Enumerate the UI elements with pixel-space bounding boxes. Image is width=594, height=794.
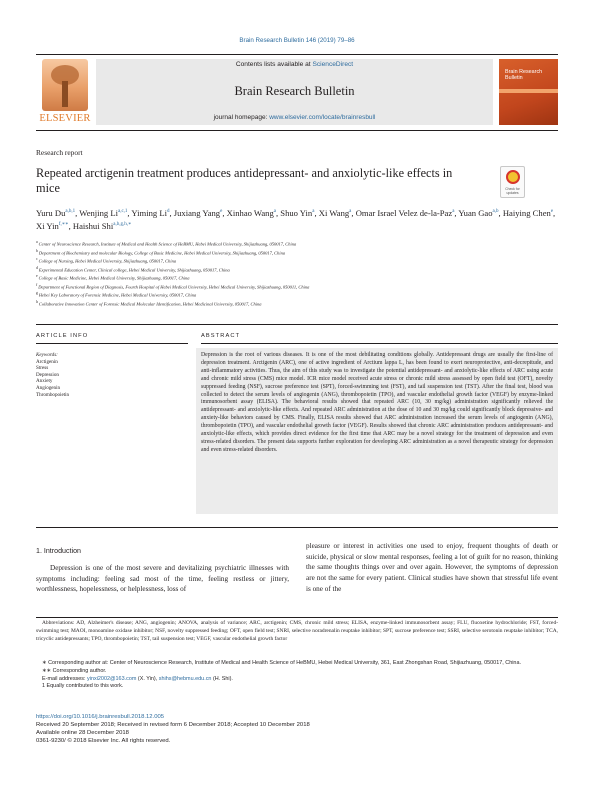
keyword: Depression [36, 371, 59, 378]
equal-contribution-note: 1 Equally contributed to this work. [42, 683, 124, 690]
journal-masthead [36, 54, 558, 130]
author-name[interactable]: Xi Wang [318, 207, 350, 218]
affiliation-key: a [36, 240, 39, 244]
author-name[interactable]: Juxiang Yang [173, 207, 221, 218]
keyword: Thrombopoietin [36, 391, 70, 398]
corresponding-author-note: ∗ Corresponding author at: Center of Neuroscience Research, Institute of Medical and Health Science of HeBMU, Hebei Medical University, 361, East Zhongshan Road, Shijiazhuang, 050017, China. [42, 660, 521, 666]
author-name[interactable]: Yuan Gao [458, 207, 493, 218]
copyright: 0361-9230/ © 2018 Elsevier Inc. All rights reserved. [36, 738, 171, 745]
affiliation-text: Center of Neuroscience Research, Institute of Medical and Health Science of HeBMU, Hebei Medical University, Shijiazhuang, 050017, China [38, 241, 297, 247]
abstract-text: Depression is the root of various diseases. It is one of the most debilitating conditions globally. Antidepressant drugs are usually the first-line of depression treatment. Arctigenin (ARC), one of active ingredient of Arctium lappa L, has been found to exert neuroprotective, anti-decrepitude, and anti-inflammatory activities. Thus, the aim of this study was to investigate the potential antidepressant- and anxiolytic-like effects of ARC using acute and chronic mild stress (CMS) mice model. ICR mice model received acute stress or chronic mild stress assessed by open field test (OFT), novelty suppressed feeding (NSF), sucrose preference test (SPT), forced-swimming test (FST), and tail suspension test (TST). After the final test, blood was collected to detect the serum levels of angiogenin (ANG), thrombopoietin (TPO), and vascular endothelial growth factor (VEGF) by enzyme-linked immunosorbent assay (ELISA). The behavioral results showed that repeated ARC (10, 30 mg/kg) administration significantly relieved the antidepressant- and anxiolytic-like effects. And repeated ARC administration at the dose of 10 and 30 mg/kg could significantly block depressive- and anxiety-like behaviors caused by CMS. Finally, ELISA results showed that ARC administration increased the serum levels of angiogenin (ANG), thrombopoietin (TPO), and vascular endothelial growth factor (VEGF). Results showed that chronic ARC administration produces antidepressant- and anxiolytic-like effects, which provides direct evidence for the first time that ARC may be a novel strategy for the treatment of depression and even stress-related disorders. The present data supports further exploration for developing ARC administration as a novel therapeutic strategy for depression and even stress-related disorders. [201, 352, 553, 453]
author-separator: , [314, 207, 319, 218]
affiliation-text: Experimental Education Center, Clinical college, Hebei Medical University, Shijiazhuang, 050017, China [38, 267, 230, 272]
author-separator: , [498, 207, 503, 218]
author-separator: , [75, 207, 80, 218]
author-separator: , [169, 207, 174, 218]
author-name[interactable]: Shuo Yin [280, 207, 313, 218]
author-name[interactable]: Wenjing Li [79, 207, 118, 218]
author-separator: , [454, 207, 459, 218]
email-label: E-mail addresses: [42, 675, 88, 682]
footnote-rule [36, 617, 558, 618]
journal-homepage-link[interactable]: www.elsevier.com/locate/brainresbull [269, 114, 376, 121]
author-separator: , [351, 207, 356, 218]
author-affiliation-marker[interactable]: a [452, 209, 455, 214]
keywords-label: Keywords: [36, 352, 58, 358]
article-type: Research report [36, 148, 83, 157]
abstract-box [196, 348, 558, 514]
affiliation-key: b [36, 248, 39, 253]
author-affiliation-marker[interactable]: a,c,1 [117, 209, 128, 214]
keyword: Stress [36, 365, 49, 372]
author-name[interactable]: Yuru Du [36, 207, 66, 218]
affiliation-item [36, 299, 558, 308]
contents-prefix: Contents lists available at [235, 61, 313, 68]
elsevier-logo [36, 59, 94, 125]
affiliation-item [36, 290, 558, 299]
affiliation-item [36, 282, 558, 291]
affiliation-key: g [36, 291, 39, 295]
masthead-bottom-rule [36, 130, 558, 131]
abstract-heading: ABSTRACT [201, 333, 241, 339]
publication-info [36, 713, 436, 745]
author-affiliation-marker[interactable]: f,∗∗ [58, 222, 69, 228]
contents-line [96, 61, 493, 68]
affiliation-key: d [36, 265, 39, 270]
keyword: Anxiety [36, 378, 53, 385]
homepage-line [96, 114, 493, 121]
crossmark-icon [506, 170, 520, 184]
author-separator: , [222, 207, 227, 218]
email-addresses [42, 676, 558, 684]
article-info-heading: ARTICLE INFO [36, 333, 89, 339]
author-affiliation-marker[interactable]: a [273, 209, 276, 214]
author-affiliation-marker[interactable]: e [550, 209, 554, 214]
author-list [36, 206, 558, 233]
author-affiliation-marker[interactable]: d [166, 209, 170, 214]
affiliation-text: College of Basic Medicine, Hebei Medical University, Shijiazhuang, 050017, China [38, 275, 190, 281]
author-affiliation-marker[interactable]: a,b,g,h,∗ [113, 222, 132, 228]
journal-reference[interactable]: Brain Research Bulletin 146 (2019) 79–86 [239, 37, 355, 44]
affiliation-item [36, 273, 558, 282]
affiliation-text: Department of Biochemistry and molecular Biology, College of Basic Medicine, Hebei Medical University, Shijiazhuang, 050017, China [38, 250, 286, 255]
author-name[interactable]: Haiying Chen [502, 207, 551, 218]
keywords-box [36, 352, 188, 398]
article-info-rule [36, 343, 188, 344]
abbreviations: Abbreviations: AD, Alzheimer's disease; ANG, angiogenin; ANOVA, analysis of variance; ARC, arctigenin; CMS, chronic mild stress; ELISA, enzyme-linked immunosorbent assay; FLU, fluoxetine hydrochloride; FST, forced-swimming test; MAOI, monoamine oxidase inhibitor; NSF, novelty suppressed feeding; OFT, open field test; SNRI, selective noradrenalin reuptake inhibitor; SPT, sucrose preference test; SSRI, selective serotonin reuptake inhibitor; TCA, tricyclic antidepressants; TPO, thrombopoietin; TST, tail suspension test; VEGF, vascular endothelial growth factor [36, 620, 558, 642]
author-separator: , [68, 221, 73, 232]
masthead-top-rule [36, 54, 558, 55]
affiliation-item [36, 248, 558, 257]
author-name[interactable]: Omar Israel Velez de-la-Paz [355, 207, 453, 218]
keyword: Arctigenin [36, 358, 58, 365]
author-separator: , [127, 207, 132, 218]
crossmark-label: Check for updates [505, 187, 520, 195]
author-affiliation-marker[interactable]: a,b,1 [65, 209, 76, 214]
article-title: Repeated arctigenin treatment produces antidepressant- and anxiolytic-like effects in mice [36, 166, 453, 195]
keyword: Angiogenin [36, 384, 61, 391]
affiliation-key: h [36, 299, 39, 304]
journal-cover-thumbnail[interactable] [499, 59, 558, 125]
affiliation-key: c [36, 257, 39, 261]
author-name[interactable]: Haishui Shi [72, 221, 114, 232]
homepage-prefix: journal homepage: [213, 114, 270, 121]
footnotes [36, 660, 558, 691]
elsevier-tree-icon [42, 59, 88, 111]
affiliation-text: Collaborative Innovation Center of Forensic Medical Molecular Identification, Hebei Medicinal University, 050017, China [38, 301, 262, 306]
affiliation-key: e [36, 274, 39, 278]
affiliation-item [36, 265, 558, 274]
author-name[interactable]: Xinhao Wang [226, 207, 274, 218]
received-dates: Received 20 September 2018; Received in revised form 6 December 2018; Accepted 10 December 2018 [36, 722, 310, 729]
author-affiliation-marker[interactable]: a,b [492, 209, 499, 214]
affiliation-item [36, 239, 558, 248]
affiliation-rule [36, 324, 558, 325]
author-name[interactable]: Yiming Li [131, 207, 167, 218]
crossmark-badge[interactable] [500, 166, 525, 198]
author-name[interactable]: Xi Yin [36, 221, 59, 232]
journal-title: Brain Research Bulletin [234, 84, 355, 98]
sciencedirect-link[interactable]: ScienceDirect [312, 61, 354, 68]
affiliation-text: College of Nursing, Hebei Medical University, Shijiazhuang, 050017, China [38, 258, 177, 264]
online-date: Available online 28 December 2018 [36, 730, 129, 737]
email-link-yin[interactable]: yinxi2002@163.com [87, 675, 137, 682]
email-owner-yin: (X. Yin), [136, 675, 159, 682]
author-affiliation-marker[interactable]: a [349, 209, 352, 214]
introduction-right-column: pleasure or interest in activities one used to enjoy, frequent thoughts of death or suicide, physical or slow mental responses, feeling a lot of guilt for no reason, thinking the same thoughts things over and over again. However, the symptoms of depression are not the same for every patient. Clinical studies have shown that stressful life event is one of the [306, 542, 558, 593]
abstract-rule [201, 343, 558, 344]
abstract-bottom-rule [36, 527, 558, 528]
email-link-shi[interactable]: shihs@hebmu.edu.cn [158, 675, 212, 682]
introduction-heading: 1. Introduction [36, 547, 81, 555]
doi-link[interactable]: https://doi.org/10.1016/j.brainresbull.2018.12.005 [36, 714, 165, 720]
author-separator: , [553, 207, 556, 218]
affiliation-item [36, 256, 558, 265]
author-separator: , [276, 207, 281, 218]
tree-trunk [62, 81, 68, 107]
author-affiliation-marker[interactable]: e [220, 209, 223, 214]
affiliation-text: Hebei Key Laboratory of Forensic Medicine, Hebei Medical University, 050017, China [38, 292, 197, 298]
cover-title: Brain Research Bulletin [505, 69, 543, 82]
second-corresponding-note: ∗∗ Corresponding author. [42, 667, 107, 674]
author-affiliation-marker[interactable]: a [312, 209, 315, 214]
affiliation-key: f [36, 282, 39, 287]
email-owner-shi: (H. Shi). [211, 675, 233, 682]
affiliation-text: Department of Functional Region of Diagnosis, Fourth Hospital of Hebei Medical University, Hebei Medical University, Shijiazhuang, 050011, China [38, 284, 310, 289]
introduction-left-column: Depression is one of the most severe and devitalizing psychiatric illnesses with symptoms including: feeling sad most of the time, feeling restless or jittery, worthlessness, hopelessness, or helplessness, loss of [36, 564, 289, 594]
cover-band [499, 89, 558, 93]
publisher-logo-text: ELSEVIER [39, 113, 91, 124]
affiliation-list [36, 239, 558, 307]
